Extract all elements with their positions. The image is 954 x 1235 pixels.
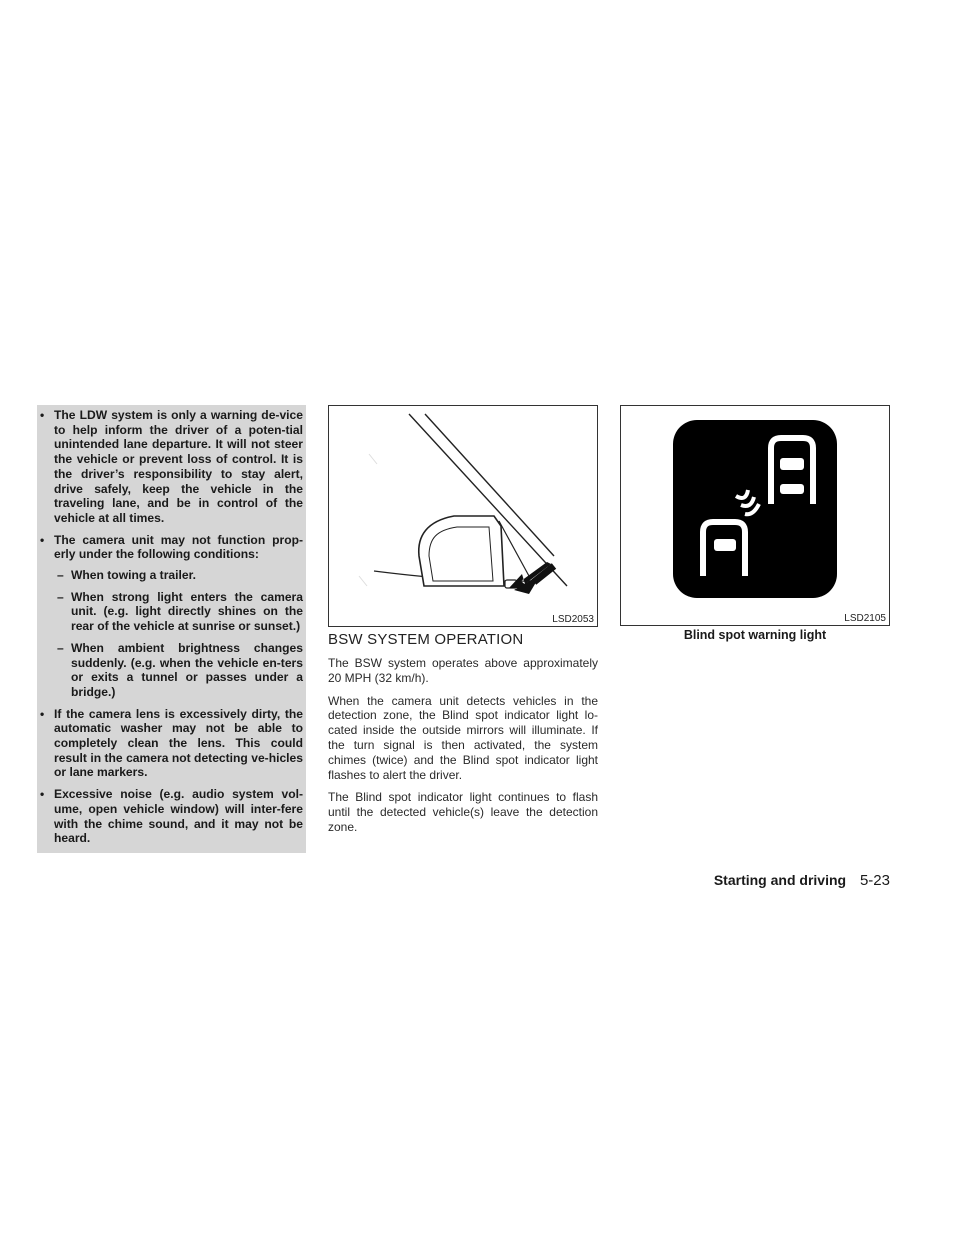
warning-text: The LDW system is only a warning de-vice to help inform the driver of a poten-tial unintended lane departure. It will not steer the vehicle or prevent loss of control. It is the driver’s responsibility to stay alert, drive safely, keep the vehicle in the traveling lane, and be in control of the vehicle at all times.: [54, 408, 303, 525]
warning-bullet: [40, 408, 303, 526]
warning-text: The camera unit may not function prop-erly under the following conditions:: [54, 532, 303, 562]
bullet-icon: •: [40, 532, 45, 547]
figure-code: LSD2105: [844, 613, 886, 624]
warning-bullet: [40, 707, 303, 781]
figure-code: LSD2053: [552, 614, 594, 625]
warning-bullet: [40, 533, 303, 562]
dash-icon: –: [57, 640, 64, 655]
section-title: BSW SYSTEM OPERATION: [328, 631, 524, 648]
mirror-figure: [328, 405, 598, 627]
bullet-icon: •: [40, 706, 45, 721]
dash-icon: –: [57, 589, 64, 604]
dash-icon: –: [57, 568, 64, 583]
warning-box: [37, 405, 306, 853]
side-mirror-illustration: [329, 406, 597, 626]
condition-text: When towing a trailer.: [71, 568, 196, 583]
body-paragraph: The Blind spot indicator light continues to flash until the detected vehicle(s) leave the detection zone.: [328, 790, 598, 834]
condition-item: [40, 590, 303, 634]
bullet-icon: •: [40, 408, 45, 422]
blind-spot-indicator-icon: [621, 406, 889, 625]
warning-bullet: [40, 787, 303, 846]
condition-item: [40, 641, 303, 700]
page-footer: [714, 872, 890, 889]
condition-text: When strong light enters the camera unit. (e.g. light directly shines on the rear of the vehicle at sunrise or sunset.): [71, 589, 303, 634]
warning-text: Excessive noise (e.g. audio system vol-ume, open vehicle window) will inter-fere with the chime sound, and it may not be heard.: [54, 787, 303, 846]
section-body: [328, 656, 598, 843]
condition-item: [40, 568, 303, 583]
indicator-figure: [620, 405, 890, 626]
body-paragraph: The BSW system operates above approximately 20 MPH (32 km/h).: [328, 656, 598, 685]
warning-text: If the camera lens is excessively dirty, the automatic washer may not be able to completely clean the lens. This could result in the camera not detecting ve-hicles or lane markers.: [54, 706, 303, 780]
condition-text: When ambient brightness changes suddenly. (e.g. when the vehicle en-ters or exits a tunnel or passes under a bridge.): [71, 640, 303, 699]
page-number: 5-23: [859, 872, 890, 889]
body-paragraph: When the camera unit detects vehicles in the detection zone, the Blind spot indicator light lo-cated inside the outside mirrors will illuminate. If the turn signal is then activated, the system chimes (twice) and the Blind spot indicator light flashes to alert the driver.: [328, 693, 598, 782]
figure-caption: Blind spot warning light: [683, 628, 827, 642]
bullet-icon: •: [40, 787, 45, 802]
footer-section: Starting and driving: [713, 872, 847, 888]
